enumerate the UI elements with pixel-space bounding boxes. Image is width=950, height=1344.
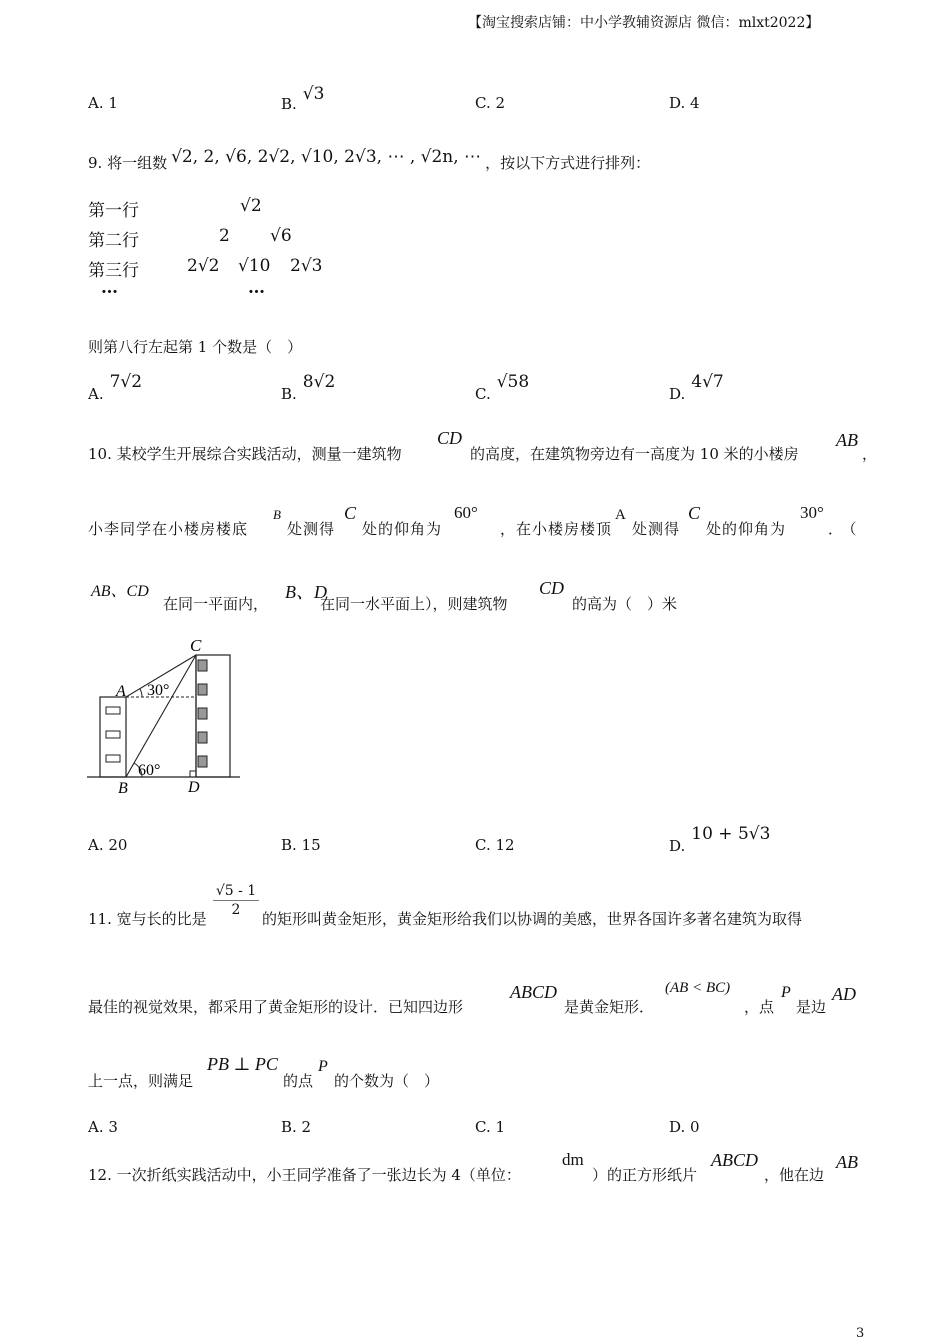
q11-line2-text1: 最佳的视觉效果，都采用了黄金矩形的设计．已知四边形	[88, 998, 464, 1016]
q9-row2-item2: √6	[270, 226, 292, 246]
q10-line1-text1: 10. 某校学生开展综合实践活动，测量一建筑物	[88, 445, 402, 463]
page-number: 3	[856, 1326, 865, 1341]
label-c: C	[190, 636, 202, 655]
page-header: 【淘宝搜索店铺：中小学教辅资源店 微信：mlxt2022】	[468, 15, 820, 31]
q10-line1-math2: AB	[836, 430, 858, 450]
q8-option-b-expr: √3	[302, 84, 325, 104]
q12-math3: AB	[836, 1152, 858, 1172]
q11-line2-text2: 是黄金矩形．	[564, 998, 655, 1016]
tall-building-window	[198, 732, 207, 743]
label-angle-30: 30°	[147, 682, 170, 699]
small-building-window	[106, 707, 120, 714]
q10-line3-text1: 在同一平面内，	[163, 595, 269, 613]
tall-building-window	[198, 660, 207, 671]
q9-row3-item3: 2√3	[290, 256, 323, 276]
sight-line-bc	[126, 655, 196, 777]
q10-option-a: A. 20	[88, 836, 128, 854]
q10-line2-text4: ，在小楼房楼顶	[500, 520, 613, 538]
small-building	[100, 697, 126, 777]
angle-arc-30	[140, 689, 142, 697]
q8-option-c: C. 2	[475, 94, 506, 112]
q8-option-b	[281, 84, 325, 113]
q9-option-d-label: D.	[669, 385, 686, 403]
q9-stem	[88, 146, 651, 172]
q11-line1-text1: 11. 宽与长的比是	[88, 910, 207, 928]
q9-suffix: ，按以下方式进行排列：	[485, 154, 651, 172]
q9-option-b-label: B.	[281, 385, 297, 403]
q9-row1-label: 第一行	[88, 201, 139, 221]
q11-line2-math3: P	[781, 984, 791, 1001]
q9-row3-item2: √10	[238, 256, 271, 276]
q9-option-c-expr: √58	[496, 372, 530, 392]
q12-text1: 12. 一次折纸实践活动中，小王同学准备了一张边长为 4（单位：	[88, 1166, 521, 1184]
q10-line3-math2: B、D	[285, 582, 327, 602]
q10-option-c: C. 12	[475, 836, 515, 854]
q9-question: 则第八行左起第 1 个数是（ ）	[88, 338, 303, 356]
q10-line2-text2: 处测得	[287, 520, 336, 538]
label-a: A	[116, 683, 126, 700]
q11-frac-den: 2	[231, 902, 241, 919]
tall-building-window	[198, 756, 207, 767]
q9-option-d	[669, 372, 724, 403]
q9-ellipsis-right: …	[248, 278, 265, 298]
q11-line3-text3: 的个数为（ ）	[334, 1072, 440, 1090]
q11-option-d: D. 0	[669, 1118, 700, 1136]
q9-option-d-expr: 4√7	[691, 372, 724, 392]
q12-text3: ，他在边	[764, 1166, 825, 1184]
right-angle-mark	[190, 771, 196, 777]
small-building-window	[106, 755, 120, 762]
q10-line3-text2: 在同一水平面上），则建筑物	[320, 595, 508, 613]
q11-line3-text1: 上一点，则满足	[88, 1072, 194, 1090]
q10-line3-math3: CD	[539, 578, 565, 598]
q12-math1: dm	[562, 1150, 584, 1169]
q11-option-c: C. 1	[475, 1118, 506, 1136]
q9-row2-label: 第二行	[88, 231, 139, 251]
q11-option-a: A. 3	[88, 1118, 118, 1136]
q9-option-a-label: A.	[88, 385, 104, 403]
q10-line2-math4: A	[615, 507, 626, 523]
q10-line2-text3: 处的仰角为	[362, 520, 443, 538]
q11-fraction	[213, 882, 259, 919]
label-angle-60: 60°	[138, 762, 161, 779]
q10-line2-text7: ．（	[828, 520, 863, 538]
q11-option-b: B. 2	[281, 1118, 312, 1136]
q10-line2-math5: C	[688, 503, 701, 523]
q11-line2-math1: ABCD	[510, 982, 557, 1002]
q11-line2-math4: AD	[832, 984, 856, 1004]
q11-line2-text4: 是边	[796, 998, 827, 1016]
q9-option-c-label: C.	[475, 385, 491, 403]
q8-option-a: A. 1	[88, 94, 118, 112]
q9-row3-item1: 2√2	[187, 256, 220, 276]
label-d: D	[188, 779, 200, 796]
q9-option-a-expr: 7√2	[109, 372, 143, 392]
q10-line3-math1: AB、CD	[91, 583, 149, 600]
tall-building-window	[198, 708, 207, 719]
q9-option-a	[88, 372, 143, 403]
tall-building-window	[198, 684, 207, 695]
q10-line2-text6: 处的仰角为	[706, 520, 787, 538]
q9-sequence: √2, 2, √6, 2√2, √10, 2√3, ⋯ , √2n, ⋯	[171, 147, 482, 167]
q12-math2: ABCD	[711, 1150, 758, 1170]
q8-option-b-label: B.	[281, 95, 297, 113]
q10-option-d	[669, 824, 771, 855]
q11-line3-math2: P	[318, 1058, 328, 1075]
q10-line2-text1: 小李同学在小楼房楼底	[88, 520, 249, 538]
q10-option-d-expr: 10 + 5√3	[691, 824, 771, 844]
q10-line2-math1: B	[273, 507, 281, 522]
q10-line1-math1: CD	[437, 428, 463, 448]
q8-option-d: D. 4	[669, 94, 700, 112]
q9-option-b-expr: 8√2	[302, 372, 336, 392]
q9-row3-label: 第三行	[88, 261, 139, 281]
small-building-window	[106, 731, 120, 738]
q9-prefix: 9. 将一组数	[88, 154, 168, 172]
q9-row2-item1: 2	[219, 226, 230, 246]
q11-line2-math2: (AB < BC)	[665, 980, 731, 996]
q10-figure	[84, 634, 246, 800]
q11-line3-text2: 的点	[283, 1072, 314, 1090]
q9-ellipsis-left: …	[101, 278, 118, 298]
q10-option-d-label: D.	[669, 837, 686, 855]
q10-line1-text2: 的高度，在建筑物旁边有一高度为 10 米的小楼房	[470, 445, 799, 463]
q10-option-b: B. 15	[281, 836, 321, 854]
q10-line2-text5: 处测得	[632, 520, 681, 538]
q10-line1-text3: ，	[862, 445, 878, 463]
q9-option-c	[475, 372, 530, 403]
q9-row1-item1: √2	[240, 196, 262, 216]
q10-line3-text3: 的高为（ ）米	[572, 595, 678, 613]
q10-line2-math2: C	[344, 503, 357, 523]
q11-frac-num: √5 - 1	[213, 882, 259, 901]
q10-line2-math6: 30°	[800, 503, 824, 522]
q9-option-b	[281, 372, 336, 403]
label-b: B	[118, 780, 128, 797]
q11-line1-text2: 的矩形叫黄金矩形，黄金矩形给我们以协调的美感，世界各国许多著名建筑为取得	[262, 910, 803, 928]
q11-line2-text3: ，点	[744, 998, 775, 1016]
q12-text2: ）的正方形纸片	[592, 1166, 698, 1184]
q10-line2-math3: 60°	[454, 503, 478, 522]
q11-line3-math1: PB ⊥ PC	[207, 1054, 278, 1074]
